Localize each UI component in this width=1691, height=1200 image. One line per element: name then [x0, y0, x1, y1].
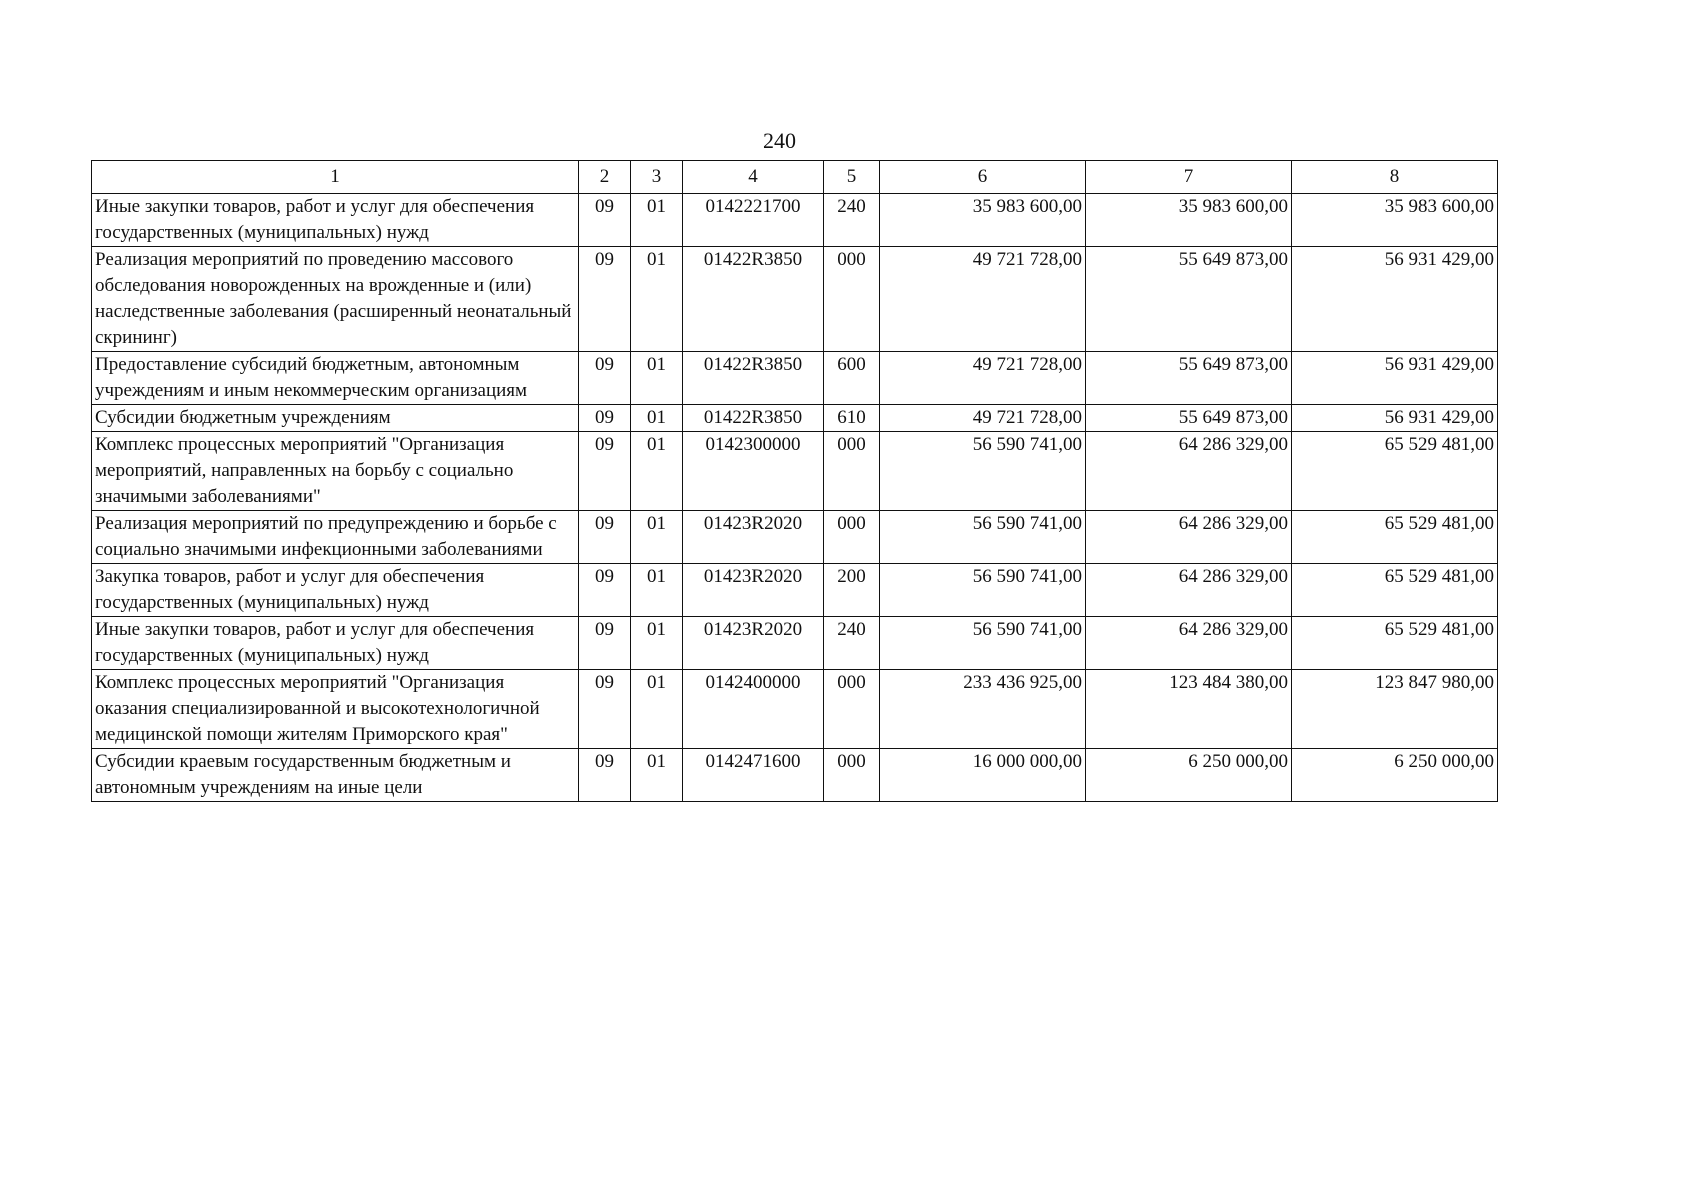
header-cell-5: 5 [824, 161, 880, 194]
row-subsection: 01 [631, 194, 683, 247]
row-name: Комплекс процессных мероприятий "Организация оказания специализированной и высокотехнологичной медицинской помощи жителям Приморского края" [92, 670, 579, 749]
table-row [92, 617, 1498, 670]
row-name: Комплекс процессных мероприятий "Организация мероприятий, направленных на борьбу с социально значимыми заболеваниями" [92, 432, 579, 511]
row-expense-type: 000 [824, 432, 880, 511]
row-target-article: 0142400000 [683, 670, 824, 749]
row-name: Иные закупки товаров, работ и услуг для обеспечения государственных (муниципальных) нужд [92, 194, 579, 247]
row-amount-col7: 64 286 329,00 [1086, 511, 1292, 564]
row-name: Иные закупки товаров, работ и услуг для обеспечения государственных (муниципальных) нужд [92, 617, 579, 670]
row-name: Субсидии краевым государственным бюджетным и автономным учреждениям на иные цели [92, 749, 579, 802]
row-target-article: 0142300000 [683, 432, 824, 511]
row-expense-type: 240 [824, 617, 880, 670]
row-expense-type: 000 [824, 247, 880, 352]
row-amount-col8: 6 250 000,00 [1292, 749, 1498, 802]
header-cell-8: 8 [1292, 161, 1498, 194]
row-amount-col6: 56 590 741,00 [880, 432, 1086, 511]
row-amount-col6: 49 721 728,00 [880, 247, 1086, 352]
header-row [92, 161, 1498, 194]
row-name: Реализация мероприятий по проведению массового обследования новорожденных на врожденные и (или) наследственные заболевания (расширенный неонатальный скрининг) [92, 247, 579, 352]
row-amount-col8: 123 847 980,00 [1292, 670, 1498, 749]
row-name: Реализация мероприятий по предупреждению и борьбе с социально значимыми инфекционными заболеваниями [92, 511, 579, 564]
row-target-article: 01423R2020 [683, 617, 824, 670]
row-subsection: 01 [631, 511, 683, 564]
row-target-article: 01422R3850 [683, 405, 824, 432]
row-amount-col6: 56 590 741,00 [880, 511, 1086, 564]
row-target-article: 01422R3850 [683, 352, 824, 405]
row-amount-col7: 123 484 380,00 [1086, 670, 1292, 749]
row-section: 09 [579, 352, 631, 405]
row-expense-type: 000 [824, 670, 880, 749]
row-name: Предоставление субсидий бюджетным, автономным учреждениям и иным некоммерческим организациям [92, 352, 579, 405]
row-target-article: 01423R2020 [683, 564, 824, 617]
row-target-article: 0142221700 [683, 194, 824, 247]
row-amount-col6: 56 590 741,00 [880, 617, 1086, 670]
row-subsection: 01 [631, 247, 683, 352]
row-expense-type: 000 [824, 511, 880, 564]
row-amount-col7: 35 983 600,00 [1086, 194, 1292, 247]
row-name: Субсидии бюджетным учреждениям [92, 405, 579, 432]
row-subsection: 01 [631, 617, 683, 670]
row-amount-col7: 55 649 873,00 [1086, 405, 1292, 432]
row-amount-col7: 64 286 329,00 [1086, 432, 1292, 511]
header-cell-6: 6 [880, 161, 1086, 194]
header-cell-2: 2 [579, 161, 631, 194]
row-amount-col6: 49 721 728,00 [880, 405, 1086, 432]
table-row [92, 352, 1498, 405]
row-amount-col8: 35 983 600,00 [1292, 194, 1498, 247]
table-row [92, 194, 1498, 247]
table-row [92, 432, 1498, 511]
row-section: 09 [579, 564, 631, 617]
row-section: 09 [579, 432, 631, 511]
row-amount-col6: 49 721 728,00 [880, 352, 1086, 405]
row-subsection: 01 [631, 432, 683, 511]
row-amount-col6: 56 590 741,00 [880, 564, 1086, 617]
row-section: 09 [579, 670, 631, 749]
table-row [92, 405, 1498, 432]
row-amount-col7: 55 649 873,00 [1086, 247, 1292, 352]
header-cell-7: 7 [1086, 161, 1292, 194]
row-amount-col7: 55 649 873,00 [1086, 352, 1292, 405]
row-amount-col8: 56 931 429,00 [1292, 247, 1498, 352]
row-expense-type: 240 [824, 194, 880, 247]
row-amount-col6: 16 000 000,00 [880, 749, 1086, 802]
row-subsection: 01 [631, 670, 683, 749]
row-amount-col6: 233 436 925,00 [880, 670, 1086, 749]
row-section: 09 [579, 617, 631, 670]
row-section: 09 [579, 749, 631, 802]
row-amount-col8: 56 931 429,00 [1292, 405, 1498, 432]
row-amount-col6: 35 983 600,00 [880, 194, 1086, 247]
table-row [92, 511, 1498, 564]
row-amount-col7: 64 286 329,00 [1086, 617, 1292, 670]
row-subsection: 01 [631, 749, 683, 802]
row-expense-type: 200 [824, 564, 880, 617]
row-section: 09 [579, 511, 631, 564]
row-expense-type: 000 [824, 749, 880, 802]
header-cell-4: 4 [683, 161, 824, 194]
table-row [92, 670, 1498, 749]
row-subsection: 01 [631, 564, 683, 617]
budget-table [91, 160, 1498, 802]
row-section: 09 [579, 194, 631, 247]
row-subsection: 01 [631, 405, 683, 432]
row-section: 09 [579, 405, 631, 432]
row-expense-type: 600 [824, 352, 880, 405]
header-cell-1: 1 [92, 161, 579, 194]
row-amount-col7: 64 286 329,00 [1086, 564, 1292, 617]
row-target-article: 0142471600 [683, 749, 824, 802]
row-amount-col8: 65 529 481,00 [1292, 564, 1498, 617]
page-number: 240 [763, 128, 796, 153]
row-amount-col8: 56 931 429,00 [1292, 352, 1498, 405]
table-row [92, 247, 1498, 352]
header-cell-3: 3 [631, 161, 683, 194]
table-row [92, 749, 1498, 802]
row-name: Закупка товаров, работ и услуг для обеспечения государственных (муниципальных) нужд [92, 564, 579, 617]
row-amount-col8: 65 529 481,00 [1292, 432, 1498, 511]
row-target-article: 01422R3850 [683, 247, 824, 352]
row-amount-col8: 65 529 481,00 [1292, 511, 1498, 564]
table-row [92, 564, 1498, 617]
row-expense-type: 610 [824, 405, 880, 432]
row-amount-col8: 65 529 481,00 [1292, 617, 1498, 670]
row-section: 09 [579, 247, 631, 352]
row-target-article: 01423R2020 [683, 511, 824, 564]
row-amount-col7: 6 250 000,00 [1086, 749, 1292, 802]
row-subsection: 01 [631, 352, 683, 405]
